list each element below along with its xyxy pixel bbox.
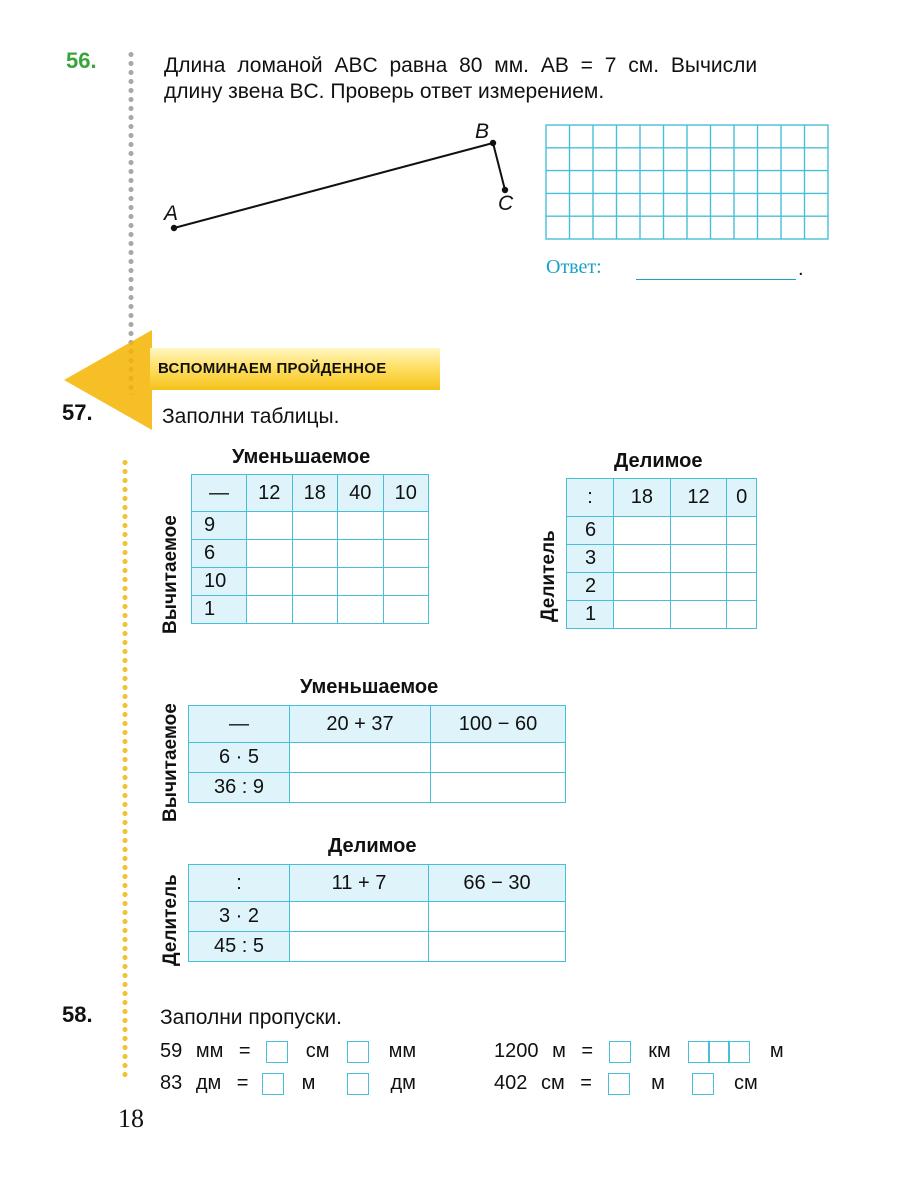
table3-row-0: 6 · 5 [189,743,290,773]
unit: дм [195,1072,222,1095]
value: 1200 [494,1040,539,1063]
answer-box[interactable] [609,1041,631,1063]
equals: = [238,1040,251,1063]
unit: м [552,1040,566,1063]
table1-cell[interactable] [247,512,293,540]
unit: м [651,1072,665,1095]
table2-row-3: 1 [567,601,614,629]
table1-cell[interactable] [338,568,384,596]
table3-col-0: 20 + 37 [290,706,431,743]
table2-cell[interactable] [670,601,727,629]
task-57-instruction: Заполни таблицы. [162,405,340,428]
value: 83 [160,1072,183,1095]
grid-paper[interactable] [545,124,835,244]
table1-col-3: 10 [383,475,429,512]
answer-box[interactable] [692,1073,714,1095]
table2-op: : [567,479,614,517]
table3-row-1: 36 : 9 [189,773,290,803]
conversion-right-1 [494,1040,784,1063]
table1-cell[interactable] [383,596,429,624]
table1-cell[interactable] [338,540,384,568]
table2-row-title: Делитель [538,530,559,622]
table2 [566,478,757,629]
answer-box[interactable] [708,1041,730,1063]
unit: м [301,1072,316,1095]
table1-row-3: 1 [192,596,247,624]
table4-col-0: 11 + 7 [290,865,429,902]
table1-cell[interactable] [292,596,338,624]
table1-row-1: 6 [192,540,247,568]
table2-cell[interactable] [670,573,727,601]
answer-box[interactable] [266,1041,288,1063]
conversion-right-2 [494,1072,758,1095]
table2-row-0: 6 [567,517,614,545]
table2-cell[interactable] [614,545,671,573]
page-number: 18 [118,1104,144,1133]
table3-cell[interactable] [290,743,431,773]
table2-row-2: 2 [567,573,614,601]
table4-col-title: Делимое [328,835,417,857]
task-56-line1: Длина ломаной ABC равна 80 мм. AB = 7 см. Вычисли [164,54,758,77]
table2-cell[interactable] [727,573,757,601]
table1-op: — [192,475,247,512]
table4-row-1: 45 : 5 [189,932,290,962]
table3-op: — [189,706,290,743]
table1-cell[interactable] [292,540,338,568]
table1-col-0: 12 [247,475,293,512]
answer-box[interactable] [728,1041,750,1063]
table4-cell[interactable] [290,932,429,962]
unit: мм [388,1040,417,1063]
conversion-left-1 [160,1040,416,1063]
table4 [188,864,566,962]
table2-cell[interactable] [614,573,671,601]
table3-col-1: 100 − 60 [431,706,566,743]
table3-cell[interactable] [290,773,431,803]
table1-row-title: Вычитаемое [160,515,181,634]
table3-row-title: Вычитаемое [160,703,181,822]
unit: см [540,1072,565,1095]
answer-box[interactable] [262,1073,284,1095]
task-56-number: 56. [66,48,97,73]
table2-col-title: Делимое [614,450,703,472]
table1-cell[interactable] [338,512,384,540]
section-banner: ВСПОМИНАЕМ ПРОЙДЕННОЕ [150,348,440,390]
table2-cell[interactable] [727,601,757,629]
answer-box[interactable] [347,1073,369,1095]
table4-row-0: 3 · 2 [189,902,290,932]
table2-cell[interactable] [614,601,671,629]
table2-cell[interactable] [670,545,727,573]
table1-cell[interactable] [292,568,338,596]
unit: см [305,1040,330,1063]
table2-row-1: 3 [567,545,614,573]
table1-col-title: Уменьшаемое [232,446,371,468]
table2-col-1: 12 [670,479,727,517]
answer-label: Ответ: [546,256,602,278]
table1-row-2: 10 [192,568,247,596]
table1-cell[interactable] [338,596,384,624]
task-58-number: 58. [62,1002,93,1027]
table4-op: : [189,865,290,902]
table2-cell[interactable] [614,517,671,545]
table2-col-0: 18 [614,479,671,517]
table1-col-1: 18 [292,475,338,512]
answer-line[interactable] [636,279,796,280]
table4-cell[interactable] [429,902,566,932]
unit: км [648,1040,671,1063]
answer-box[interactable] [688,1041,710,1063]
equals: = [580,1072,592,1095]
task-56-line2: длину звена BC. Проверь ответ измерением. [164,80,605,103]
equals: = [236,1072,249,1095]
table4-cell[interactable] [290,902,429,932]
unit: см [733,1072,758,1095]
table4-cell[interactable] [429,932,566,962]
yellow-dot-rail [122,458,128,1078]
answer-box[interactable] [347,1041,369,1063]
table1-cell[interactable] [247,540,293,568]
table4-row-title: Делитель [160,874,181,966]
point-c-label: C [498,192,514,215]
table2-cell[interactable] [727,517,757,545]
table1-col-2: 40 [338,475,384,512]
table1 [191,474,429,624]
task-58-instruction: Заполни пропуски. [160,1006,342,1029]
value: 59 [160,1040,183,1063]
table2-cell[interactable] [670,517,727,545]
table1-cell[interactable] [383,568,429,596]
task-57-number: 57. [62,400,93,425]
table2-col-2: 0 [727,479,757,517]
table1-cell[interactable] [247,568,293,596]
answer-box[interactable] [608,1073,630,1095]
answer-end-dot: . [798,258,804,280]
table2-cell[interactable] [727,545,757,573]
table1-cell[interactable] [247,596,293,624]
table1-cell[interactable] [383,512,429,540]
conversion-left-2 [160,1072,416,1095]
unit: дм [390,1072,416,1095]
unit: м [769,1040,784,1063]
unit: мм [195,1040,224,1063]
table1-row-0: 9 [192,512,247,540]
polyline-abc [150,110,530,250]
table3-col-title: Уменьшаемое [300,676,439,698]
value: 402 [494,1072,528,1095]
table3-cell[interactable] [431,743,566,773]
table3-cell[interactable] [431,773,566,803]
point-a-label: A [164,202,179,225]
table1-cell[interactable] [292,512,338,540]
table1-cell[interactable] [383,540,429,568]
table3 [188,705,566,803]
table4-col-1: 66 − 30 [429,865,566,902]
equals: = [581,1040,594,1063]
point-b-label: B [475,120,490,143]
